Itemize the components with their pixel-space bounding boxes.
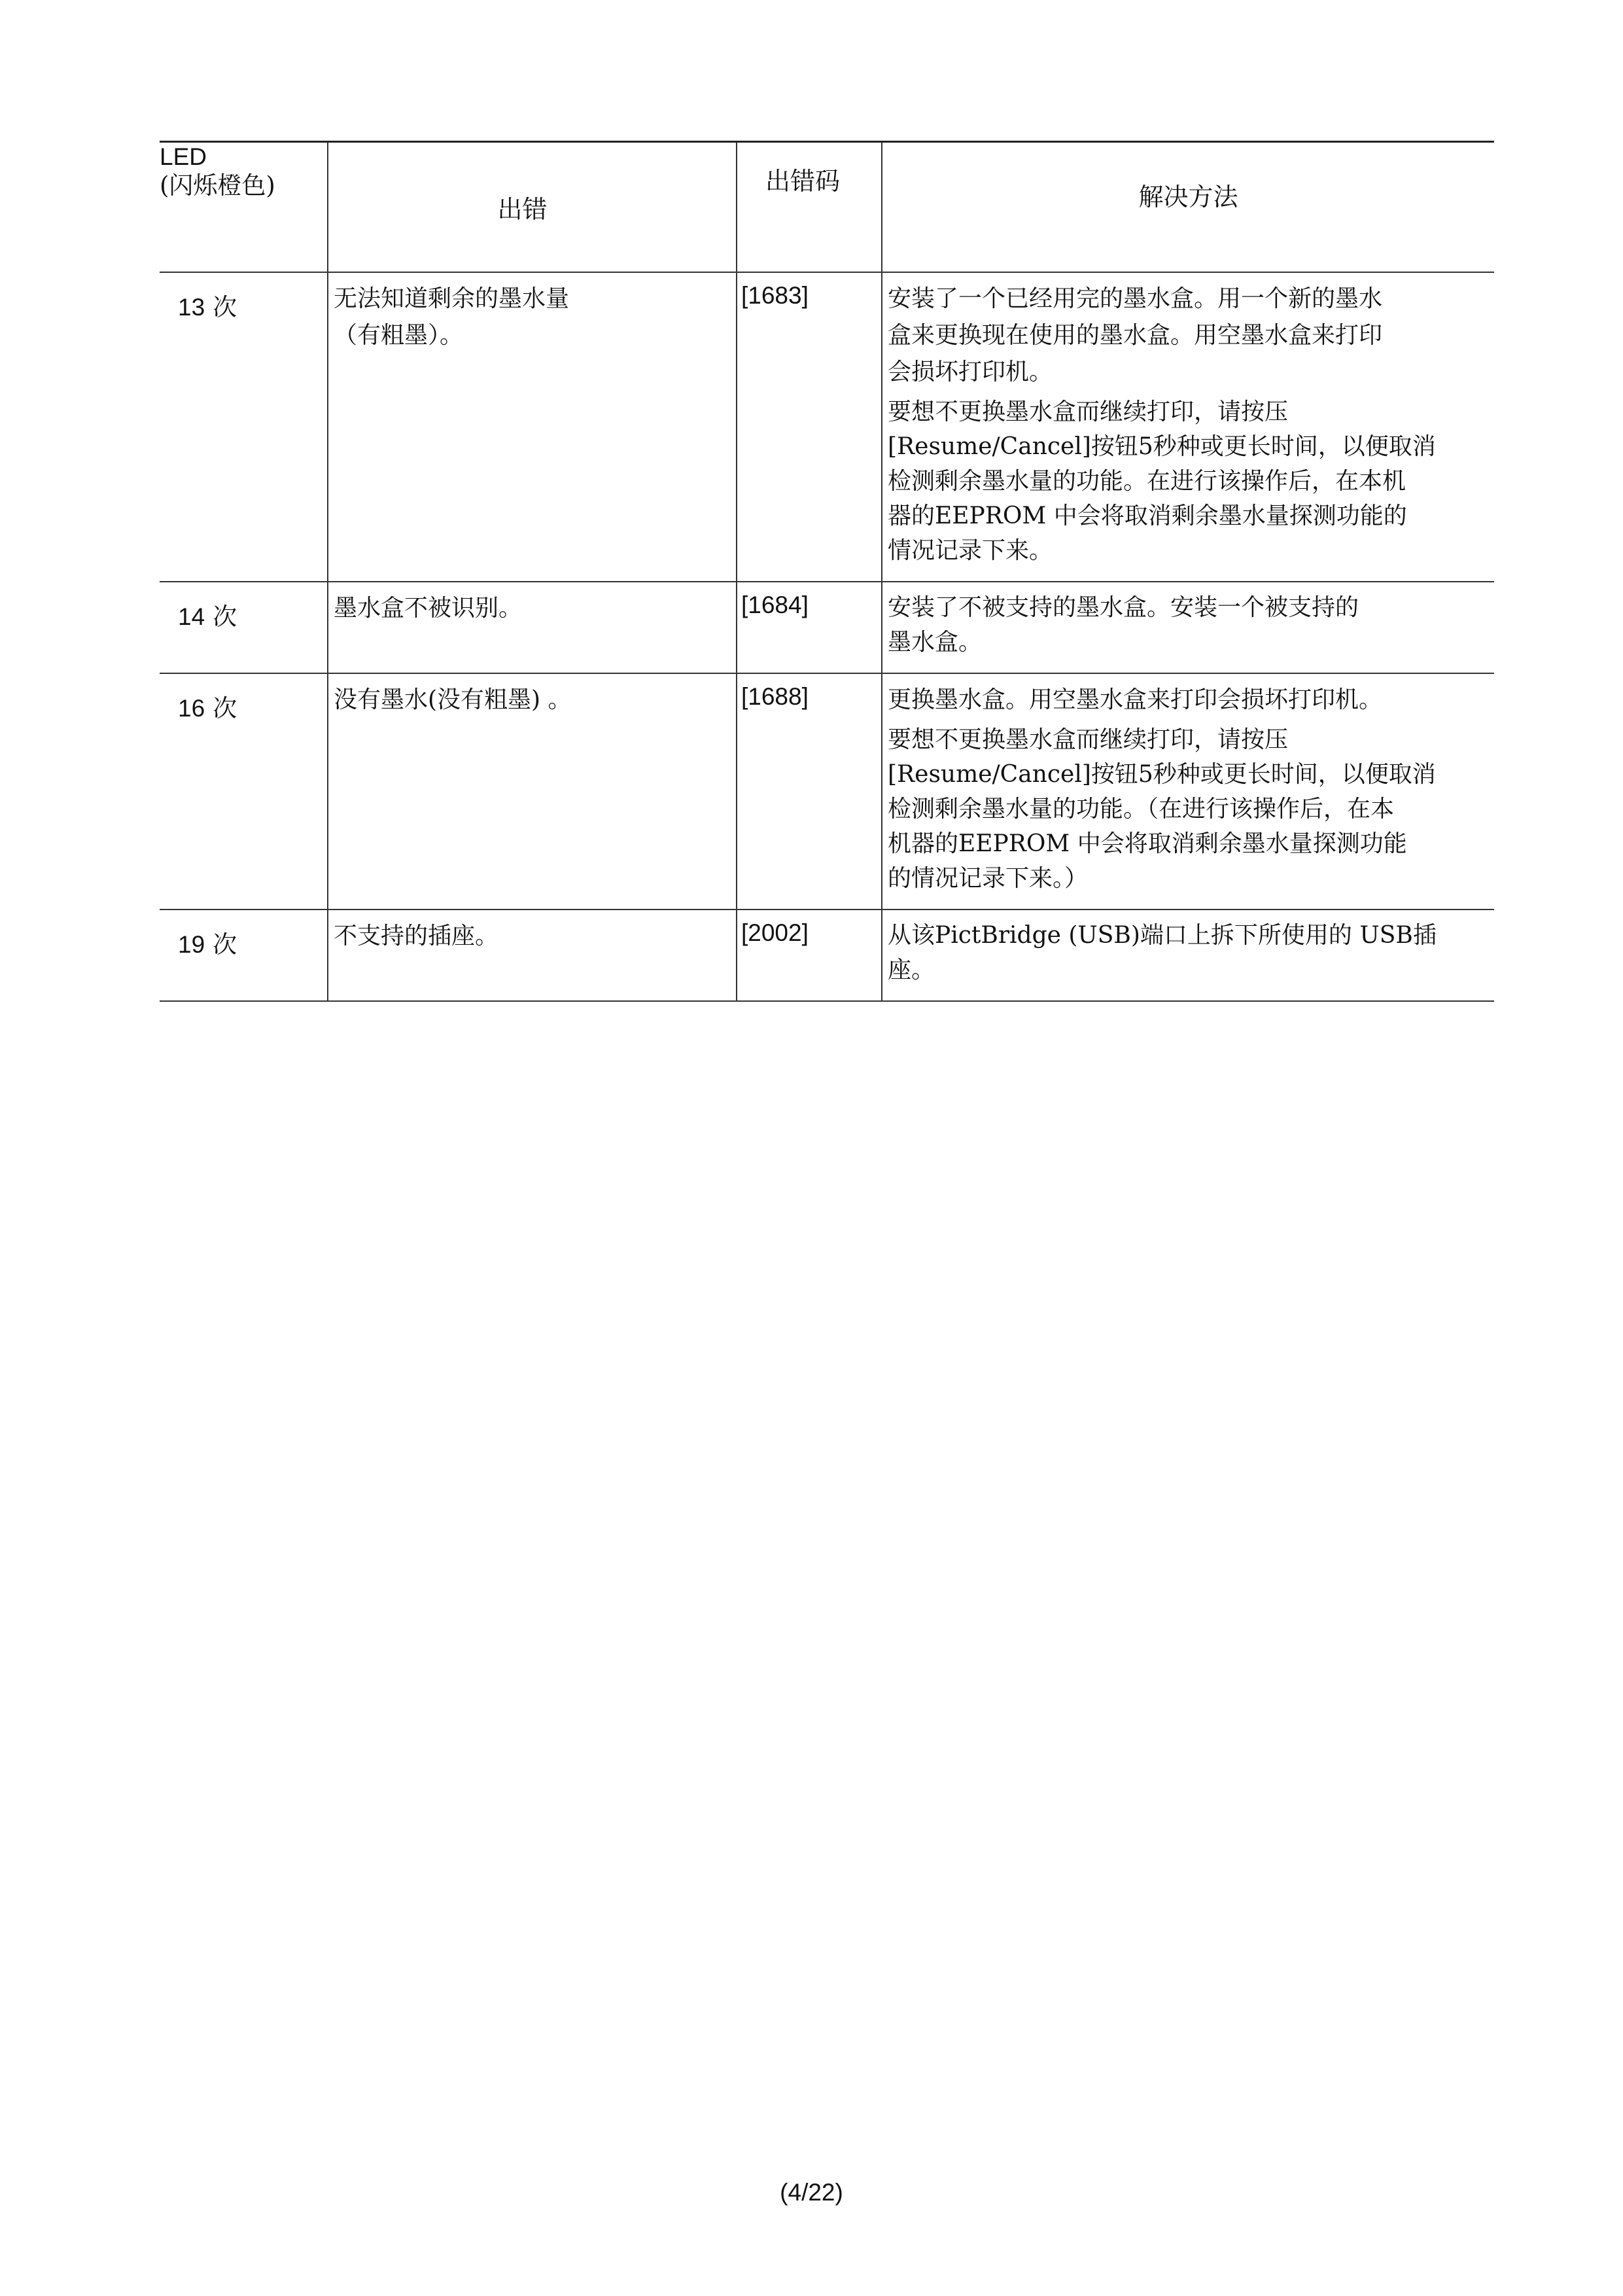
solution-paragraph <box>888 722 1488 896</box>
error-code: [1684] <box>737 582 882 673</box>
error-text-line: 无法知道剩余的墨水量 <box>334 285 570 312</box>
solution-paragraph <box>888 281 1488 391</box>
solution <box>882 910 1494 1001</box>
led-count-unit: 次 <box>213 603 237 631</box>
led-blink-count <box>160 673 328 910</box>
solution-paragraph <box>888 590 1488 660</box>
solution-line: 机器的EEPROM 中会将取消剩余墨水量探测功能 <box>888 830 1407 857</box>
solution-line: 安装了不被支持的墨水盒。安装一个被支持的 <box>888 594 1359 621</box>
solution-line: 要想不更换墨水盒而继续打印，请按压 <box>888 726 1289 753</box>
header-led-subtitle: (闪烁橙色) <box>160 171 275 200</box>
solution-line: 情况记录下来。 <box>888 537 1053 564</box>
header-error-code: 出错码 <box>737 142 882 273</box>
led-blink-count <box>160 582 328 673</box>
solution-line: 从该PictBridge (USB)端口上拆下所使用的 USB插 <box>888 922 1437 949</box>
error-text-line: 墨水盒不被识别。 <box>334 595 523 622</box>
page-number: (4/22) <box>780 2179 843 2206</box>
led-count-unit: 次 <box>213 930 237 959</box>
error-description <box>328 910 737 1001</box>
header-led <box>160 142 328 273</box>
solution-line: [Resume/Cancel]按钮5秒种或更长时间，以便取消 <box>888 433 1436 460</box>
table-row <box>160 673 1494 910</box>
error-text-line: （有粗墨）。 <box>334 322 464 349</box>
solution-line: 的情况记录下来。） <box>888 865 1089 892</box>
solution <box>882 272 1494 582</box>
table-header-row <box>160 142 1494 273</box>
led-count-value: 16 <box>178 695 205 722</box>
error-description <box>328 673 737 910</box>
led-count-unit: 次 <box>213 694 237 722</box>
led-blink-count <box>160 910 328 1001</box>
solution-paragraph <box>888 682 1488 718</box>
solution-line: 要想不更换墨水盒而继续打印，请按压 <box>888 398 1289 425</box>
solution-line: 会损坏打印机。 <box>888 359 1053 385</box>
led-count-value: 13 <box>178 294 205 321</box>
header-led-title: LED <box>160 143 207 170</box>
solution-line: 墨水盒。 <box>888 629 983 656</box>
error-description <box>328 582 737 673</box>
solution-line: 检测剩余墨水量的功能。在进行该操作后，在本机 <box>888 468 1406 495</box>
solution-line: 更换墨水盒。用空墨水盒来打印会损坏打印机。 <box>888 686 1383 713</box>
header-error: 出错 <box>328 142 737 273</box>
solution-line: 安装了一个已经用完的墨水盒。用一个新的墨水 <box>888 285 1383 312</box>
header-solution: 解决方法 <box>882 142 1494 273</box>
error-code-sheet <box>160 141 1494 1002</box>
solution-line: 座。 <box>888 957 935 983</box>
led-count-value: 14 <box>178 603 205 630</box>
error-text-line: 不支持的插座。 <box>334 923 499 949</box>
error-code: [2002] <box>737 910 882 1001</box>
led-blink-count <box>160 272 328 582</box>
table-row <box>160 582 1494 673</box>
solution-line: 检测剩余墨水量的功能。（在进行该操作后，在本 <box>888 796 1395 822</box>
solution <box>882 673 1494 910</box>
error-code: [1683] <box>737 272 882 582</box>
solution <box>882 582 1494 673</box>
table-row <box>160 910 1494 1001</box>
error-description <box>328 272 737 582</box>
led-error-table <box>160 141 1494 1002</box>
led-count-unit: 次 <box>213 293 237 321</box>
error-code: [1688] <box>737 673 882 910</box>
table-row <box>160 272 1494 582</box>
solution-line: 器的EEPROM 中会将取消剩余墨水量探测功能的 <box>888 503 1407 529</box>
solution-line: [Resume/Cancel]按钮5秒种或更长时间，以便取消 <box>888 761 1436 788</box>
solution-line: 盒来更换现在使用的墨水盒。用空墨水盒来打印 <box>888 322 1383 349</box>
solution-paragraph <box>888 395 1488 568</box>
led-count-value: 19 <box>178 931 205 958</box>
solution-paragraph <box>888 918 1488 987</box>
error-text-line: 没有墨水(没有粗墨) 。 <box>334 686 572 713</box>
